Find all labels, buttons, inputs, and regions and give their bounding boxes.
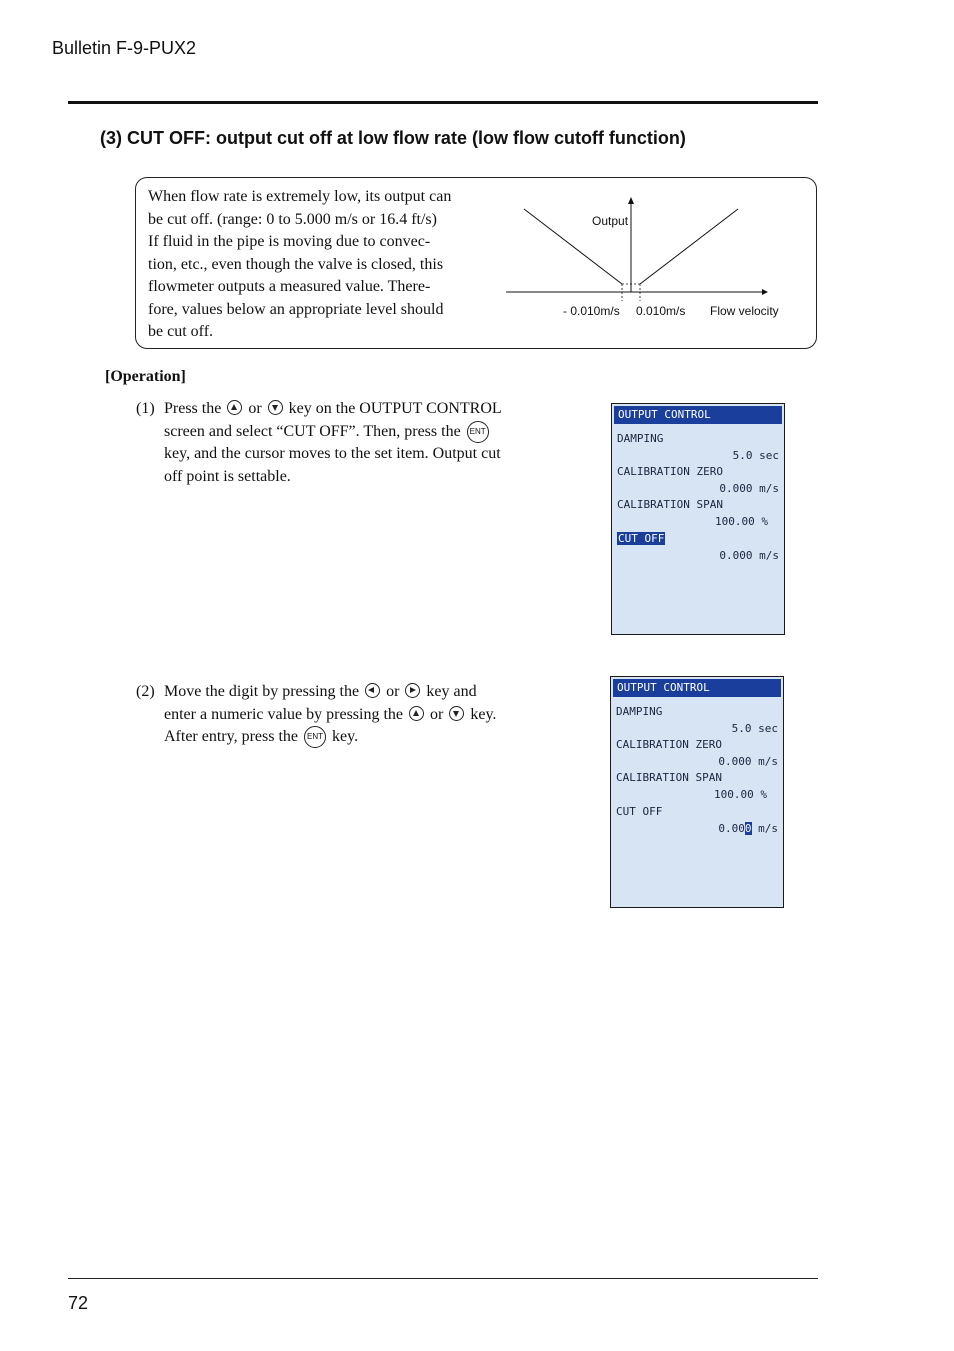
menu-item-cut-off[interactable] [617, 532, 665, 545]
info-line: tion, etc., even though the valve is closed, this [148, 255, 444, 273]
step-number: (1) [136, 400, 155, 417]
lcd-screen-cutoff-select [611, 403, 785, 635]
section-title: (3) CUT OFF: output cut off at low flow rate (low flow cutoff function) [100, 128, 686, 148]
calibration-span-value: 100.00 % [715, 515, 768, 528]
calibration-span-value: 100.00 % [714, 788, 767, 801]
lcd-title: OUTPUT CONTROL [614, 406, 782, 424]
neg-cutoff-label: - 0.010m/s [563, 304, 620, 318]
menu-item-calibration-zero[interactable]: CALIBRATION ZERO [617, 465, 723, 478]
positive-output-line [640, 209, 738, 284]
step-text: enter a numeric value by pressing the [164, 705, 404, 723]
x-axis-arrow [762, 289, 768, 295]
info-line: be cut off. [148, 323, 214, 340]
step-text: Move the digit by pressing the [164, 683, 360, 700]
step-text: key on the OUTPUT CONTROL [288, 400, 502, 417]
step-text: off point is settable. [164, 467, 291, 485]
info-line: flowmeter outputs a measured value. There- [148, 278, 431, 295]
info-line: be cut off. (range: 0 to 5.000 m/s or 16.4 ft/s) [148, 210, 437, 228]
up-key-icon [409, 706, 424, 721]
output-axis-label: Output [592, 214, 629, 228]
step-text: After entry, press the [164, 728, 299, 745]
step-1 [136, 398, 576, 498]
cut-off-value: 0.000 m/s [719, 549, 779, 562]
down-key-icon [268, 400, 283, 415]
step-text: or [248, 400, 262, 417]
menu-item-calibration-span[interactable]: CALIBRATION SPAN [616, 771, 722, 784]
step-text: or [386, 683, 400, 700]
calibration-zero-value: 0.000 m/s [719, 482, 779, 495]
left-key-icon [365, 683, 380, 698]
calibration-zero-value: 0.000 m/s [718, 755, 778, 768]
y-axis-arrow [628, 197, 634, 204]
step-text: key, and the cursor moves to the set item. Output cut [164, 445, 501, 462]
cut-off-highlight: CUT OFF [618, 532, 665, 545]
bulletin-id: Bulletin F-9-PUX2 [52, 38, 197, 58]
bottom-rule [68, 1278, 818, 1279]
step-text: key. [470, 705, 497, 723]
damping-value: 5.0 sec [732, 449, 779, 462]
menu-item-cut-off[interactable]: CUT OFF [616, 805, 663, 818]
menu-item-calibration-zero[interactable]: CALIBRATION ZERO [616, 738, 722, 751]
value-unit: m/s [751, 822, 778, 835]
info-line: If fluid in the pipe is moving due to convec- [148, 233, 431, 250]
operation-heading: [Operation] [105, 368, 186, 385]
menu-item-damping[interactable]: DAMPING [616, 705, 663, 718]
value-digits: 0.00 [718, 822, 745, 835]
step-text: key. [332, 728, 359, 745]
top-rule [68, 101, 818, 104]
damping-value: 5.0 sec [731, 722, 778, 735]
step-text: Press the [164, 400, 222, 417]
flow-velocity-label: Flow velocity [710, 304, 779, 318]
info-text [148, 186, 493, 344]
page-number: 72 [68, 1293, 89, 1313]
info-line: fore, values below an appropriate level should [148, 300, 444, 318]
step-text: key and [426, 683, 477, 700]
ent-key-icon: ENT [304, 726, 326, 748]
step-2 [136, 681, 576, 761]
cutoff-graph [500, 190, 800, 330]
ent-key-icon: ENT [467, 421, 489, 443]
digit-cursor: 0 [744, 822, 752, 835]
cut-off-value-input[interactable] [718, 822, 778, 835]
lcd-title: OUTPUT CONTROL [613, 679, 781, 697]
menu-item-calibration-span[interactable]: CALIBRATION SPAN [617, 498, 723, 511]
right-key-icon [405, 683, 420, 698]
step-text: screen and select “CUT OFF”. Then, press the [164, 422, 461, 440]
step-number: (2) [136, 683, 155, 700]
pos-cutoff-label: 0.010m/s [636, 304, 686, 318]
menu-item-damping[interactable]: DAMPING [617, 432, 664, 445]
step-text: or [430, 705, 444, 723]
lcd-screen-cutoff-edit [610, 676, 784, 908]
up-key-icon [227, 400, 242, 415]
down-key-icon [449, 706, 464, 721]
info-line: When flow rate is extremely low, its output can [148, 188, 452, 205]
